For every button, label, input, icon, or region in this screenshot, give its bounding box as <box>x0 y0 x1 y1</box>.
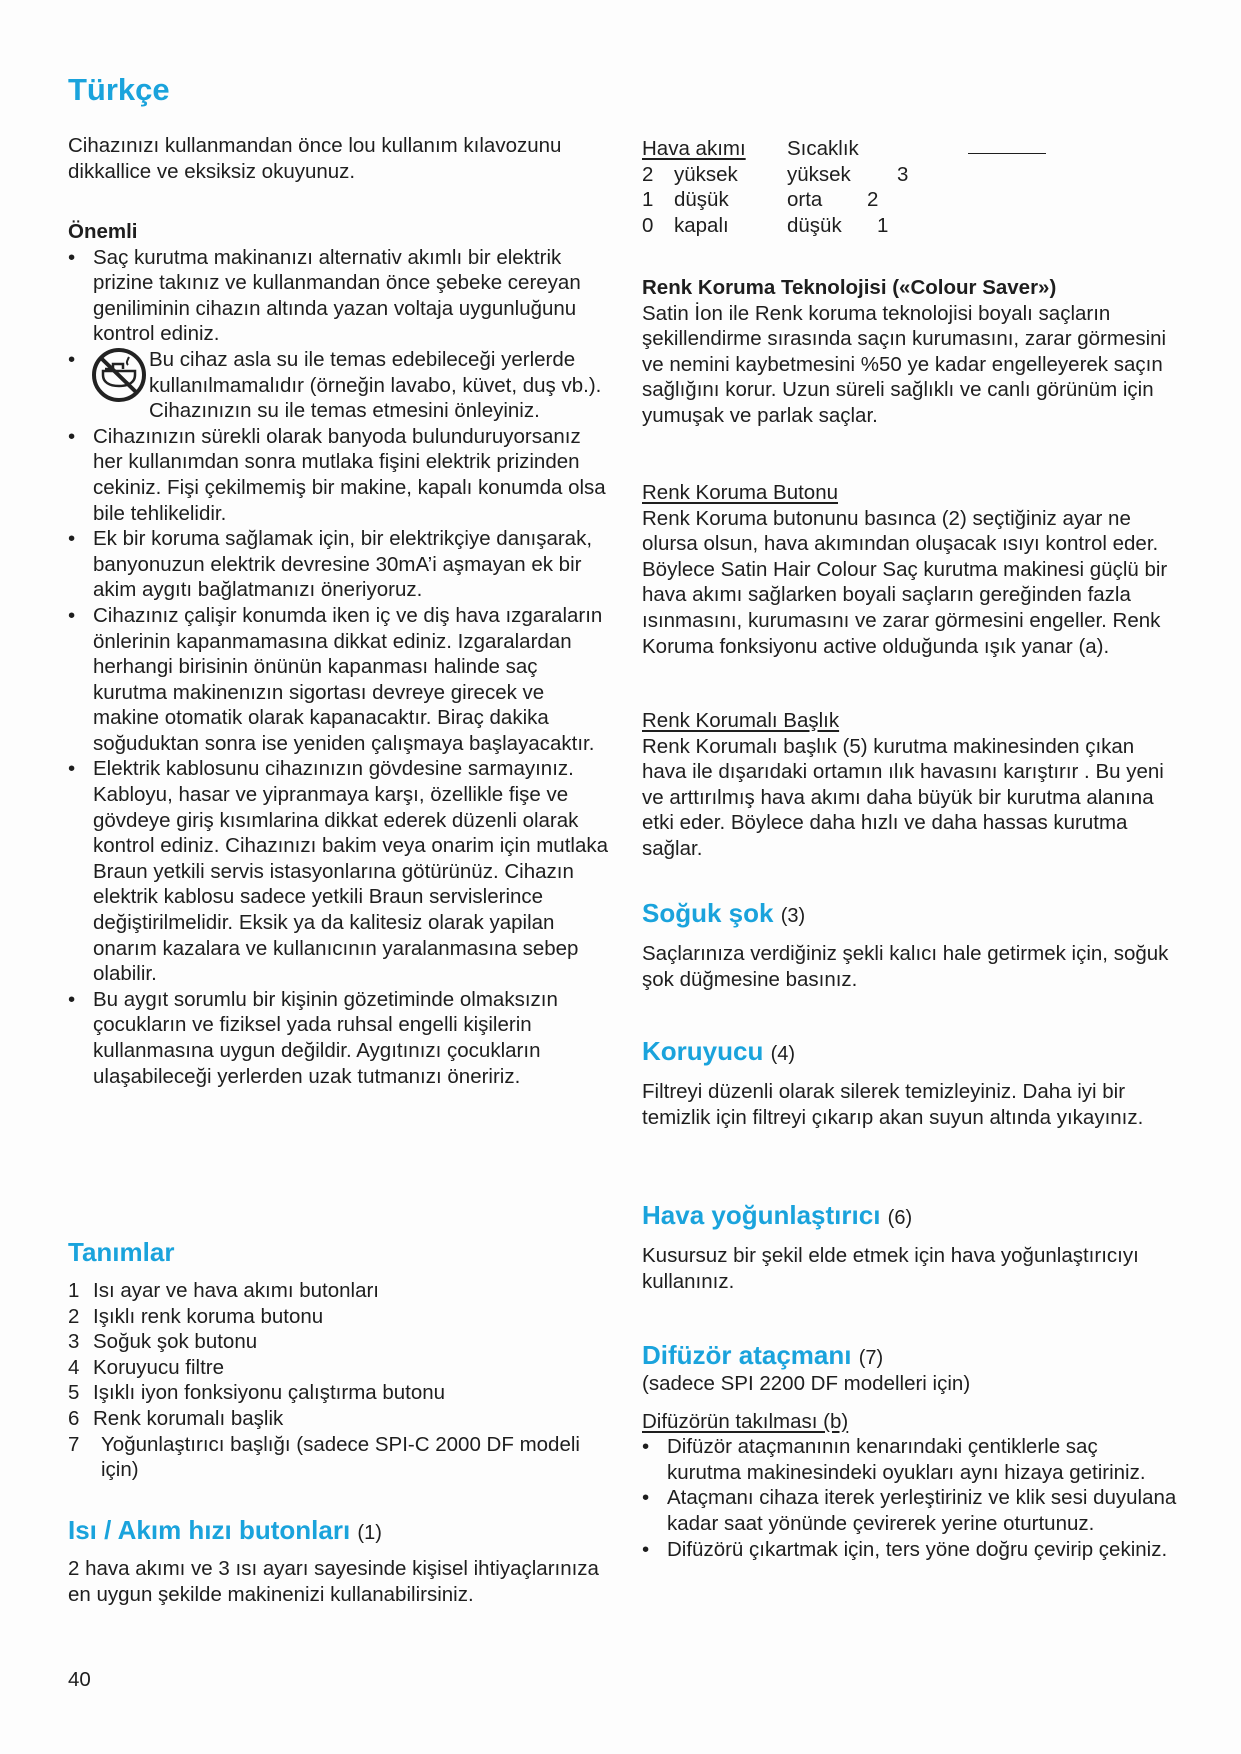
protector-text: Filtreyi düzenli olarak silerek temizleyiniz. Daha iyi bir temizlik için filtreyi çıkarıp akan suyun altında yıkayınız. <box>642 1080 1144 1129</box>
intro-text: Cihazınızı kullanmandan önce lou kullanım kılavozunu dikkallice ve eksiksiz okuyunuz. <box>68 134 562 183</box>
list-item: 3 Soğuk şok butonu <box>68 1330 258 1354</box>
list-item-with-icon <box>68 347 613 424</box>
concentrator-text: Kusursuz bir şekil elde etmek için hava yoğunlaştırıcıyı kullanınız. <box>642 1244 1139 1293</box>
diffuser-subtitle: (sadece SPI 2200 DF modelleri için) <box>642 1372 971 1395</box>
colour-button-title: Renk Koruma Butonu <box>642 481 839 504</box>
heat-buttons-text: 2 hava akımı ve 3 ısı ayarı sayesinde kişisel ihtiyaçlarınıza en uygun şekilde makinenizi kullanabilirsiniz. <box>68 1557 599 1606</box>
list-item: • Ek bir koruma sağlamak için, bir elektrikçiye danışarak, banyonuzun elektrik devresine 30mA’i aşmayan ek bir akim aygıtı bağlatmanızı öneriyoruz. <box>68 526 613 603</box>
heat-buttons-title: Isı / Akım hızı butonları (1) <box>68 1515 382 1545</box>
protector-section <box>642 1036 1177 1130</box>
definitions-section <box>68 1237 613 1483</box>
important-list <box>68 245 613 1090</box>
table-row: 1 düşük orta 2 <box>642 188 879 212</box>
cold-shock-text: Saçlarınıza verdiğiniz şekli kalıcı hale getirmek için, soğuk şok düğmesine basınız. <box>642 942 1169 991</box>
colour-saver-section <box>642 275 1177 429</box>
cold-shock-title: Soğuk şok (3) <box>642 898 806 928</box>
diffuser-attach-title: Difüzörün takılması (b) <box>642 1409 849 1433</box>
no-water-contact-icon <box>91 347 147 403</box>
list-item: 6 Renk korumalı başlik <box>68 1406 284 1430</box>
page-title: Türkçe <box>68 72 170 107</box>
settings-table <box>642 136 1046 238</box>
list-item: 5 Işıklı iyon fonksiyonu çalıştırma butonu <box>68 1381 446 1405</box>
list-item: • Cihazınızın sürekli olarak banyoda bulunduruyorsanız her kullanımdan sonra mutlaka fişini elektrik prizinden cekiniz. Fişi çekilmemiş bir makine, kapalı konumda olsa bile tehlikelidir. <box>68 424 613 526</box>
important-title: Önemli <box>68 220 138 243</box>
airflow-header: Hava akımı <box>642 137 746 160</box>
colour-saver-title: Renk Koruma Teknolojisi («Colour Saver») <box>642 276 1057 299</box>
concentrator-section <box>642 1200 1177 1294</box>
list-item: 4 Koruyucu filtre <box>68 1355 225 1379</box>
list-item: • Cihazınız çalişir konumda iken iç ve diş hava ızgaraların önlerinin kapanmamasına dikkat ediniz. Izgaralardan herhangi birisinin önünün kapanması halinde saç kurutma makinenızın sigortası devreye girecek ve makine otomatik olarak kapanacaktır. Biraç dakika soğuduktan sonra ise yeniden çalışmaya başlayacaktır. <box>68 603 613 757</box>
list-item: • Difüzör ataçmanının kenarındaki çentiklerle saç kurutma makinesindeki oyukları aynı hizaya getiriniz. <box>642 1434 1177 1485</box>
colour-head-text: Renk Korumalı başlık (5) kurutma makinesinden çıkan hava ile dışarıdaki ortamın ılık havasını karıştırır . Bu yeni ve arttırılmış hava akımı daha büyük bir kurutma alanına etki eder. Böylece daha hızlı ve daha hassas kurutma sağlar. <box>642 734 1164 860</box>
list-item: • Difüzörü çıkartmak için, ters yöne doğru çevirip çekiniz. <box>642 1537 1177 1563</box>
colour-button-section <box>642 480 1177 659</box>
definitions-list <box>68 1278 613 1483</box>
definitions-title: Tanımlar <box>68 1237 175 1267</box>
settings-table-block <box>642 136 1177 238</box>
header-rule <box>968 136 1046 154</box>
colour-button-text: Renk Koruma butonunu basınca (2) seçtiğiniz ayar ne olursa olsun, hava akımından oluşacak ısıyı kontrol eder. Böylece Satin Hair Colour Saç kurutma makinesi güçlü bir hava akımı sağlarken boyali saçların gereğinden fazla ısınmasını, kurumasını ve zarar görmesini engeller. Renk Koruma fonksiyonu active olduğunda ışık yanar (a). <box>642 506 1168 658</box>
concentrator-title: Hava yoğunlaştırıcı (6) <box>642 1200 913 1230</box>
cold-shock-section <box>642 898 1177 992</box>
temp-header: Sıcaklık <box>787 137 859 160</box>
list-item: • Saç kurutma makinanızı alternativ akımlı bir elektrik prizine takınız ve kullanmandan önce şebeke cereyan geniliminin cihazın altında yazan voltaja uygunluğunu kontrol ediniz. <box>68 245 613 347</box>
list-item: • Elektrik kablosunu cihazınızın gövdesine sarmayınız. Kabloyu, hasar ve yipranmaya karşı, özellikle fişe ve gövdeye giriş kısımlarina dikkat ederek düzenli olarak kontrol ediniz. Cihazınızı bakim veya onarim için mutlaka Braun yetkili servis istasyonlarına götürünüz. Cihazın elektrik kablosu sadece yetkili Braun servislerince değiştirilmelidir. Eksik ya da kalitesiz olarak yapilan onarım kazalara ve kullanıcının yaralanmasına sebep olabilir. <box>68 756 613 986</box>
list-item: 7 Yoğunlaştırıcı başlığı (sadece SPI-C 2000 DF modeli için) <box>68 1432 580 1482</box>
colour-head-title: Renk Korumalı Başlık <box>642 709 840 732</box>
colour-saver-text: Satin İon ile Renk koruma teknolojisi boyalı saçların şekillendirme sırasında saçın kurumasını, zarar görmesini ve nemini kaybetmesini %50 ye kadar engelleyerek saçın sağlığını korur. Uzun süreli sağlıklı ve canlı görünüm için yumuşak ve parlak saçlar. <box>642 301 1167 427</box>
list-item: 1 Isı ayar ve hava akımı butonları <box>68 1279 379 1302</box>
heat-buttons-section <box>68 1515 613 1607</box>
list-item: • Bu aygıt sorumlu bir kişinin gözetiminde olmaksızın çocukların ve fiziksel yada ruhsal engelli kişilerin kullanmasına uygun değildir. Aygıtınızı çocukların ulaşabileceği yerlerden uzak tutmanızı öneririz. <box>68 987 613 1089</box>
important-section <box>68 219 613 1089</box>
diffuser-section <box>642 1340 1177 1562</box>
colour-head-section <box>642 708 1177 862</box>
table-row: 0 kapalı düşük 1 <box>642 213 889 237</box>
protector-title: Koruyucu (4) <box>642 1036 796 1066</box>
list-item: 2 Işıklı renk koruma butonu <box>68 1304 324 1328</box>
table-row: 2 yüksek yüksek 3 <box>642 162 909 186</box>
diffuser-list <box>642 1434 1177 1562</box>
diffuser-title: Difüzör ataçmanı (7) <box>642 1340 884 1370</box>
page-number: 40 <box>68 1668 91 1691</box>
table-header-row <box>642 136 1046 162</box>
list-item-text: Bu cihaz asla su ile temas edebileceği yerlerde kullanılmamalıdır (örneğin lavabo, küvet, duş vb.). Cihazınızın su ile temas etmesini önleyiniz. <box>149 347 602 423</box>
list-item: • Ataçmanı cihaza iterek yerleştiriniz ve klik sesi duyulana kadar saat yönünde çevirerek yerine oturtunuz. <box>642 1485 1177 1536</box>
